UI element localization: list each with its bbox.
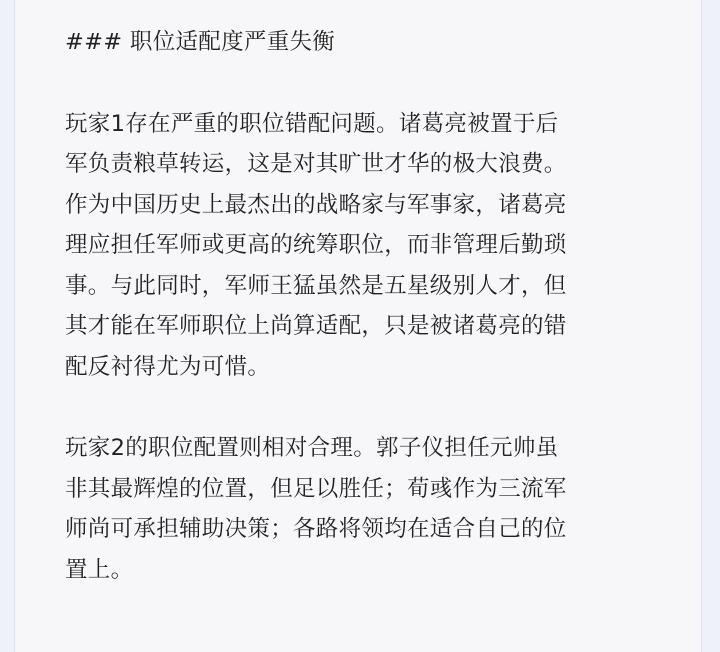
text-line: 师尚可承担辅助决策；各路将领均在适合自己的位 <box>65 516 567 542</box>
text-line: 理应担任军师或更高的统筹职位，而非管理后勤琐 <box>65 232 567 258</box>
text-line: 配反衬得尤为可惜。 <box>65 353 271 380</box>
text-line: 非其最辉煌的位置，但足以胜任；荀彧作为三流军 <box>65 475 567 502</box>
message-content <box>65 22 685 590</box>
text-line: 军负责粮草转运，这是对其旷世才华的极大浪费。 <box>65 151 567 177</box>
text-line: 事。与此同时，军师王猛虽然是五星级别人才，但 <box>65 272 567 299</box>
text-line: 玩家1存在严重的职位错配问题。诸葛亮被置于后 <box>65 110 559 137</box>
text-line: 其才能在军师职位上尚算适配，只是被诸葛亮的错 <box>65 313 567 339</box>
message-card <box>14 0 702 652</box>
paragraph-player2 <box>65 428 685 590</box>
text-line: 作为中国历史上最杰出的战略家与军事家，诸葛亮 <box>65 191 567 218</box>
paragraph-player1 <box>65 104 685 388</box>
section-heading: ### 职位适配度严重失衡 <box>65 29 336 55</box>
text-line: 置上。 <box>65 556 134 583</box>
text-line: 玩家2的职位配置则相对合理。郭子仪担任元帅虽 <box>65 435 559 461</box>
